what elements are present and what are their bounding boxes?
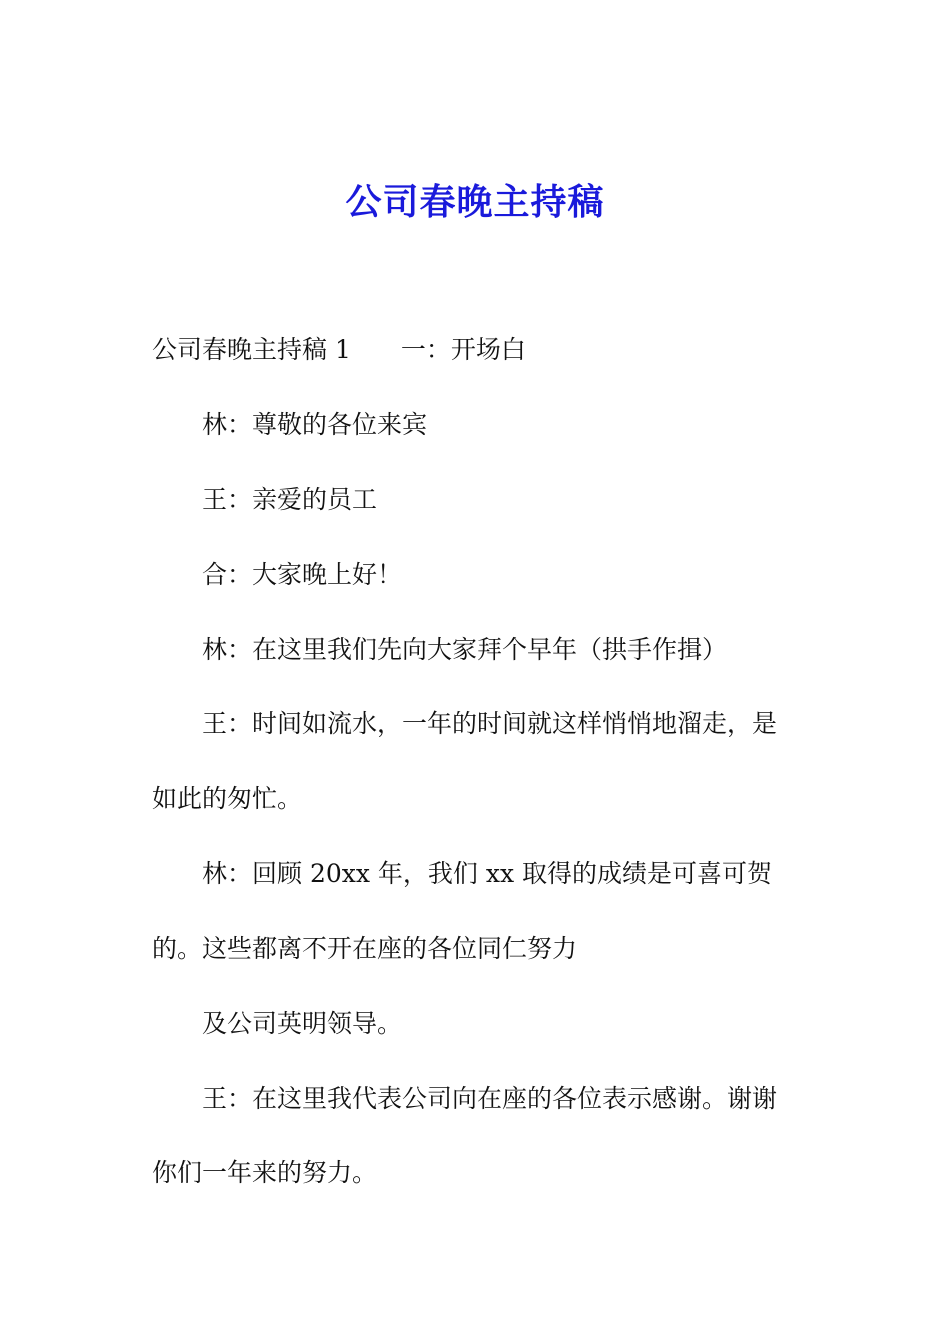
- paragraph-line: 王：亲爱的员工: [202, 485, 378, 514]
- paragraph-line: 王：在这里我代表公司向在座的各位表示感谢。谢谢: [202, 1084, 778, 1113]
- section-heading-right: 一：开场白: [400, 335, 526, 364]
- document-title: 公司春晚主持稿: [345, 181, 605, 223]
- paragraph-line: 林：回顾 20xx 年，我们 xx 取得的成绩是可喜可贺: [202, 859, 772, 888]
- paragraph-line: 王：时间如流水，一年的时间就这样悄悄地溜走，是: [202, 709, 778, 738]
- paragraph-line: 你们一年来的努力。: [152, 1158, 378, 1187]
- paragraph-line: 林：尊敬的各位来宾: [202, 410, 428, 439]
- paragraph-line: 的。这些都离不开在座的各位同仁努力: [152, 934, 578, 963]
- paragraph-line: 及公司英明领导。: [202, 1009, 403, 1038]
- paragraph-line: 林：在这里我们先向大家拜个早年（拱手作揖）: [202, 635, 728, 664]
- paragraph-line: 合：大家晚上好！: [202, 560, 403, 589]
- section-heading-left: 公司春晚主持稿 1: [152, 335, 351, 364]
- section-heading-line: [152, 332, 526, 368]
- paragraph-line: 如此的匆忙。: [152, 784, 303, 813]
